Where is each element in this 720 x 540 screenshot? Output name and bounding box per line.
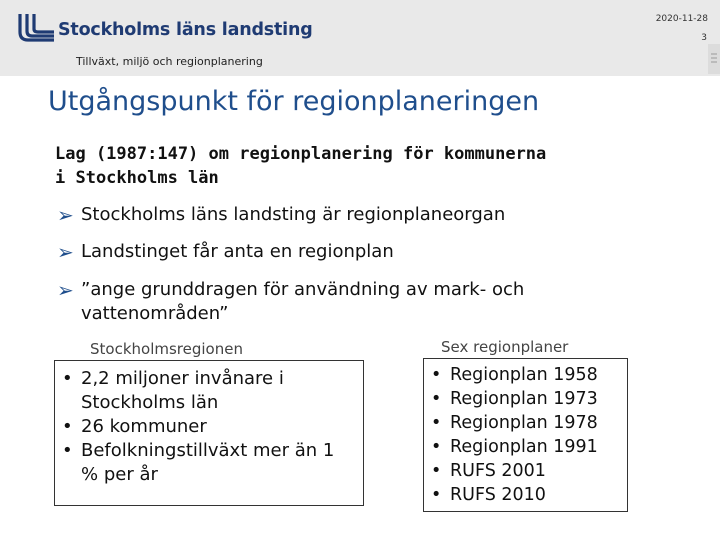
regional-plans-box (423, 358, 628, 512)
bullet-text: Stockholms läns landsting är regionplaneorgan (81, 204, 506, 225)
list-item: • Regionplan 1958 (424, 363, 627, 387)
list-item: • RUFS 2001 (424, 459, 627, 483)
page-number: 3 (701, 33, 707, 43)
slide-title: Utgångspunkt för regionplaneringen (48, 86, 540, 117)
bullet-text: ”ange grunddragen för användning av mark- och vattenområden” (81, 279, 525, 324)
logo-text: Stockholms läns landsting (58, 20, 313, 40)
bullet-text: Landstinget får anta en regionplan (81, 241, 394, 262)
arrow-bullet-icon: ➢ (57, 278, 74, 302)
bullet-item (57, 278, 597, 326)
sll-logo-icon (17, 12, 57, 44)
list-item: • 26 kommuner (55, 415, 363, 439)
bullet-item (57, 203, 677, 227)
plans-box-label: Sex regionplaner (441, 338, 569, 356)
list-item: • 2,2 miljoner invånare i Stockholms län (55, 367, 363, 415)
slide-date: 2020-11-28 (655, 14, 708, 24)
law-reference-line-1: Lag (1987:147) om regionplanering för kommunerna (55, 144, 547, 164)
arrow-bullet-icon: ➢ (57, 240, 74, 264)
region-facts-box (54, 360, 364, 506)
list-item: • RUFS 2010 (424, 483, 627, 507)
law-reference (55, 142, 675, 190)
list-item: • Befolkningstillväxt mer än 1 % per år (55, 439, 363, 487)
scroll-grip-icon (710, 50, 718, 68)
slide-header (0, 0, 720, 76)
bullet-item (57, 240, 677, 264)
list-item: • Regionplan 1978 (424, 411, 627, 435)
arrow-bullet-icon: ➢ (57, 203, 74, 227)
region-box-label: Stockholmsregionen (90, 340, 243, 358)
law-reference-line-2: i Stockholms län (55, 168, 219, 188)
department-label: Tillväxt, miljö och regionplanering (76, 55, 263, 68)
list-item: • Regionplan 1991 (424, 435, 627, 459)
list-item: • Regionplan 1973 (424, 387, 627, 411)
scrollbar[interactable] (708, 44, 720, 74)
